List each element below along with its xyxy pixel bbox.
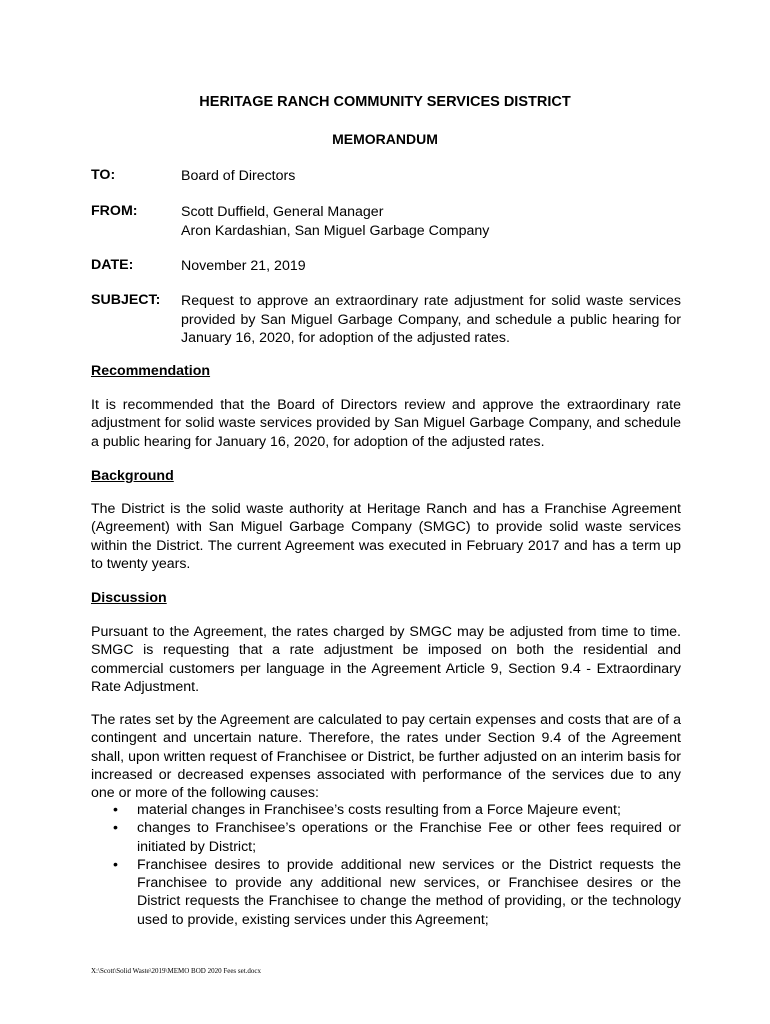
list-item bbox=[111, 819, 681, 856]
date-label: DATE: bbox=[91, 257, 134, 273]
from-line-1: Scott Duffield, General Manager bbox=[181, 204, 384, 220]
list-item bbox=[111, 856, 681, 929]
list-item bbox=[111, 801, 681, 819]
subject-label: SUBJECT: bbox=[91, 292, 161, 308]
footer-file-path: X:\Scott\Solid Waste\2019\MEMO BOD 2020 Fees set.docx bbox=[91, 967, 262, 975]
bullet-icon: • bbox=[113, 856, 118, 873]
subject-value: Request to approve an extraordinary rate adjustment for solid waste services provided by San Miguel Garbage Company, and schedule a public hearing for January 16, 2020, for adoption of the adjusted rates. bbox=[181, 293, 681, 346]
memo-type: MEMORANDUM bbox=[332, 131, 438, 147]
background-heading: Background bbox=[91, 468, 174, 484]
recommendation-heading: Recommendation bbox=[91, 363, 211, 379]
causes-list bbox=[111, 801, 681, 929]
to-value: Board of Directors bbox=[181, 168, 296, 184]
list-item-text: material changes in Franchisee’s costs resulting from a Force Majeure event; bbox=[137, 802, 621, 818]
date-value: November 21, 2019 bbox=[181, 258, 306, 274]
list-item-text: changes to Franchisee’s operations or the Franchise Fee or other fees required or initiated by District; bbox=[137, 820, 681, 855]
list-item-text: Franchisee desires to provide additional new services or the District requests the Franchisee to provide any additional new services, or Franchisee desires or the District requests the Franchisee to change the method of providing, or the technology used to provide, existing services under this Agreement; bbox=[137, 856, 681, 928]
from-line-2: Aron Kardashian, San Miguel Garbage Company bbox=[181, 222, 490, 239]
bullet-icon: • bbox=[113, 802, 118, 818]
discussion-paragraph-2: The rates set by the Agreement are calculated to pay certain expenses and costs that are of a contingent and uncertain nature. Therefore, the rates under Section 9.4 of the Agreement shall, upon written request of Franchisee or District, be further adjusted on an interim basis for increased or decreased expenses associated with performance of the services due to any one or more of the following causes: bbox=[91, 712, 681, 802]
discussion-paragraph-1: Pursuant to the Agreement, the rates charged by SMGC may be adjusted from time to time. SMGC is requesting that a rate adjustment be imposed on both the residential and commercial customers per language in the Agreement Article 9, Section 9.4 - Extraordinary Rate Adjustment. bbox=[91, 624, 681, 695]
from-value bbox=[181, 203, 681, 240]
org-title: HERITAGE RANCH COMMUNITY SERVICES DISTRICT bbox=[199, 94, 571, 110]
from-label: FROM: bbox=[91, 203, 138, 219]
bullet-icon: • bbox=[113, 820, 118, 837]
recommendation-text: It is recommended that the Board of Directors review and approve the extraordinary rate adjustment for solid waste services provided by San Miguel Garbage Company, and schedule a public hearing for January 16, 2020, for adoption of the adjusted rates. bbox=[91, 397, 681, 450]
background-text: The District is the solid waste authority at Heritage Ranch and has a Franchise Agreement (Agreement) with San Miguel Garbage Company (SMGC) to provide solid waste services within the District. The current Agreement was executed in February 2017 and has a term up to twenty years. bbox=[91, 501, 681, 572]
to-label: TO: bbox=[91, 167, 116, 183]
discussion-heading: Discussion bbox=[91, 590, 167, 606]
